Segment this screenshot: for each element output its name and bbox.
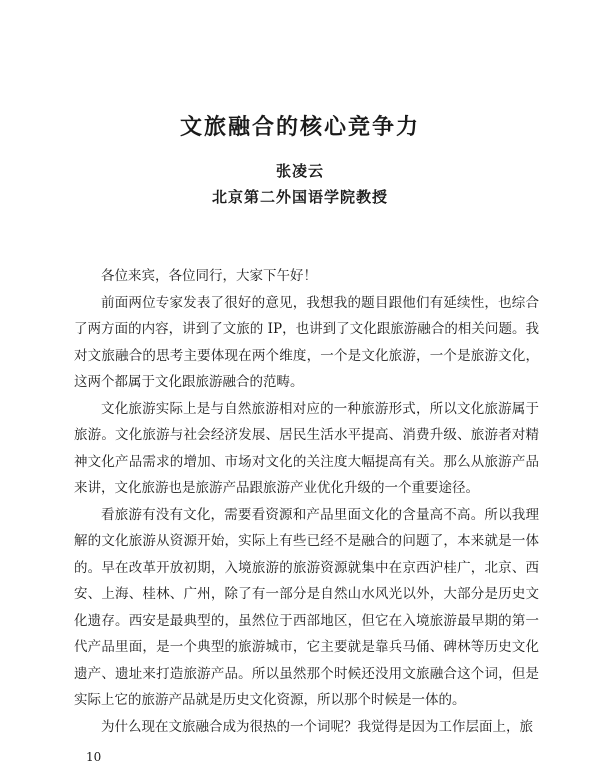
paragraph: 为什么现在文旅融合成为很热的一个词呢？我觉得是因为工作层面上，旅 <box>101 718 533 735</box>
body-text <box>74 263 539 740</box>
document-title: 文旅融合的核心竞争力 <box>179 115 420 140</box>
author-affiliation: 北京第二外国语学院教授 <box>211 188 388 206</box>
paragraph-greeting: 各位来宾，各位同行，大家下午好！ <box>101 268 317 284</box>
author-name: 张凌云 <box>275 162 324 180</box>
paragraph: 文化旅游实际上是与自然旅游相对应的一种旅游形式，所以文化旅游属于旅游。文化旅游与社会经济发展、居民生活水平提高、消费升级、旅游者对精神文化产品需求的增加、市场对文化的关注度大幅提高有关。那么从旅游产品来讲，文化旅游也是旅游产品跟旅游产业优化升级的一个重要途径。 <box>74 400 539 496</box>
page-number: 10 <box>86 750 102 764</box>
paragraph: 看旅游有没有文化，需要看资源和产品里面文化的含量高不高。所以我理解的文化旅游从资源开始，实际上有些已经不是融合的问题了，本来就是一体的。早在改革开放初期，入境旅游的旅游资源就集中在京西沪桂广，北京、西安、上海、桂林、广州，除了有一部分是自然山水风光以外，大部分是历史文化遗存。西安是最典型的，虽然位于西部地区，但它在入境旅游最早期的第一代产品里面，是一个典型的旅游城市，它主要就是靠兵马俑、碑林等历史文化遗产、遗址来打造旅游产品。所以虽然那个时候还没用文旅融合这个词，但是实际上它的旅游产品就是历史文化资源，所以那个时候是一体的。 <box>74 506 539 708</box>
paragraph: 前面两位专家发表了很好的意见，我想我的题目跟他们有延续性，也综合了两方面的内容，讲到了文旅的 IP，也讲到了文化跟旅游融合的相关问题。我对文旅融合的思考主要体现在两个维度，一个是文化旅游，一个是旅游文化，这两个都属于文化跟旅游融合的范畴。 <box>74 294 539 390</box>
